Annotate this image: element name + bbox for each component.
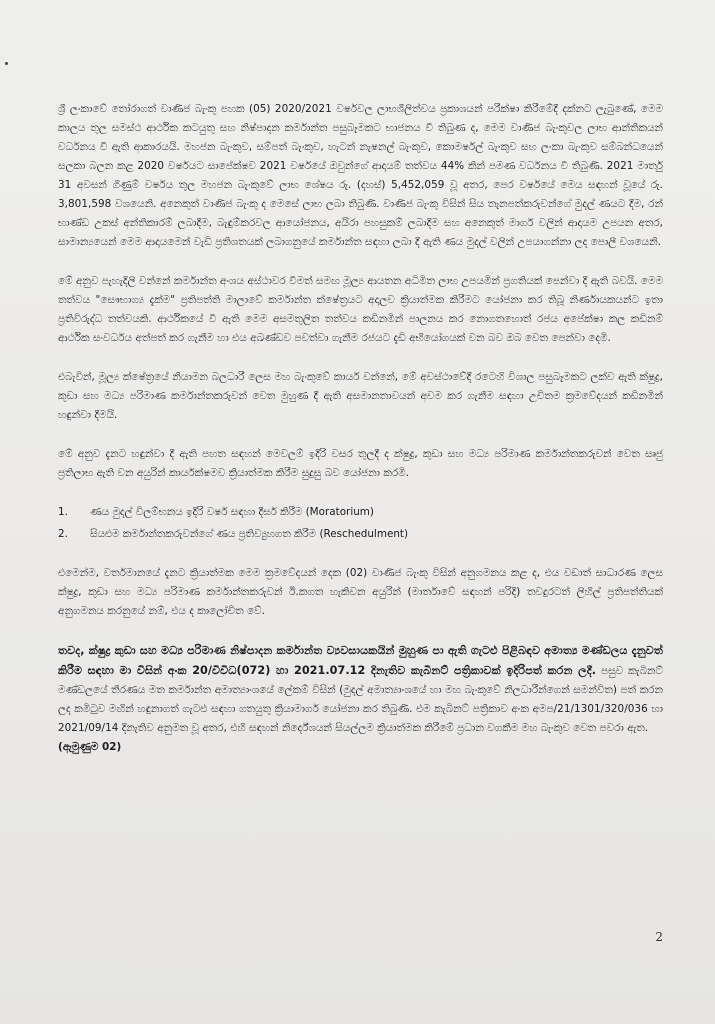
cabinet-paper-lead: තවද, ක්ෂුද්‍ර කුඩා සහ මධ්‍ය පරිමාණ නිෂ්පාදන කර්මාන්ත ව්‍යවසායකයින් මුහුණ පා ඇති ගැටළු පිළිබඳව අමාත්‍ය මණ්ඩලය දැනුවත් කිරීම සඳහා මා විසින් අංක 20/විවිධ(072) හා 2021.07.12 දිනැතිව කැබිනට් පත්‍රිකාවක් ඉදිරිපත් කරන ලදී. <box>58 644 663 677</box>
list-item-text: ණය මුදල් විලම්භනය ඉදිරි වර්ෂ සඳහා දීර්ඝ කිරීම (Moratorium) <box>90 506 374 518</box>
paragraph-proposal: මේ අනුව දැනට හඳුන්වා දී ඇති පහත සඳහන් මෙවලම් ඉදිරි වසර තුලදී ද ක්ෂුද්‍ර, කුඩා සහ මධ්‍ය පරිමාණ කර්මාන්තකරුවන් වෙත සෘජු ප්‍රතිලාභ ඇති වන අයුරින් කාර්යක්ෂමව ක්‍රියාත්මක කිරීම සුදුසු බව යෝජනා කරමි. <box>58 448 663 479</box>
paragraph-current-methods: එමෙන්ම, වර්තමානයේ දැනට ක්‍රියාත්මක මෙම ක්‍රමවේදයන් දෙක (02) වාණිජ බැංකු විසින් අනුගමනය කළ ද, එය වඩාත් සාධාරණ ලෙස ක්ෂුද්‍ර, කුඩා සහ මධ්‍ය පරිමාණ කර්මාන්තකරුවන් ඊ.කගත හැකිවන අයුරින් (මාර්තාවේ සඳහන් පරිදි) තවදුරටත් ලිහිල් ප්‍රතිපත්තියක් අනුගමනය කරනුයේ නම්, එය ද කාලෝචිත වේ. <box>58 567 663 617</box>
paragraph-central-bank-role: එබැවින්, මූල්‍ය ක්ෂේත්‍රයේ නියාමන බලධාරී ලෙස මහ බැංකුවේ කාර්ය වන්නේ, මේ අවස්ථාවේදී රටෙහි විශාල පසුබෑමකට ලක්ව ඇති ක්ෂුද්‍ර, කුඩා සහ මධ්‍ය පරිමාණ කර්මාන්තකරුවන් වෙත මුහුණ දී ඇති අසමානතාවයන් අවම කර ගැනීම සඳහා උචිතම ක්‍රමවේදයන් කඩිනමින් හඳුන්වා දීමයි. <box>58 371 663 421</box>
measures-list <box>58 503 663 544</box>
list-item <box>58 503 663 522</box>
page-number: 2 <box>655 930 663 944</box>
cabinet-paper-detail: පසුව කැබිනට් මණ්ඩලයේ තීරණය මත කර්මාන්ත අමාත්‍යාංශයේ ලේකම් විසින් (මුදල් අමාත්‍යාංශයේ හා මහ බැංකුවේ නිලධාරීන්ගෙන් සමන්විත) පත් කරන ලද කමිටුව මඟින් හඳුනාගත් ගැටළු සඳහා ගතයුතු ක්‍රියාමාර්ග යෝජනා කර තිබුණි. එම කැබිනට් පත්‍රිකාව අංක අමප/21/1301/320/036 හා 2021/09/14 දිනැතිව අනුමත වූ අතර, එහි සඳහන් නිර්දේශයන් සියල්ලම ක්‍රියාත්මක කිරීමේ ප්‍රධාන වගකීම මහ බැංකුව වෙත පවරා ඇත. <box>58 665 663 734</box>
margin-mark <box>5 62 8 65</box>
list-item-number: 1. <box>58 506 68 518</box>
annex-reference: (ඇමුණුම 02) <box>58 741 122 753</box>
list-item-text: සියළුම කර්මාන්තකරුවන්ගේ ණය ප්‍රතිව්‍යුහගත කිරීම (Reschedulment) <box>90 528 409 540</box>
paragraph-bank-profits: ශ්‍රී ලංකාවේ තෝරාගත් වාණිජ බැංකු පහක (05) 2020/2021 වර්ෂවල ලාභශීලිත්වය ප්‍රකාශයන් පරීක්ෂා කිරීමේදී දක්නට ලැබුණේ, මෙම කාලය තුල සමස්ථ ආර්ථික කටයුතු සහ නිෂ්පාදන කර්මාන්ත පසුබෑමකට භාජනය වී තිබුණ ද, මෙම වාණිජ බැංකුවල ලාභ ආන්තිකයන් වර්ධනය වී ඇති ආකාරයයි. මහජන බැංකුව, සම්පත් බැංකුව, හැටන් නැෂනල් බැංකුව, කොමර්ෂල් බැංකුව සහ ලංකා බැංකුව සම්බන්ධයෙන් සලකා බලන කළ 2020 වර්ෂයට සාපේක්ෂව 2021 වර්ෂයේ ඔවුන්ගේ ආදායම් තත්වය 44% කින් පමණ වර්ධනය වී තිබුණි. 2021 මාර්තු 31 අවසන් ගිණුම් වර්ෂය තුල මහජන බැංකුවේ ලාභ ශේෂය රු. (දහස්) 5,452,059 වූ අතර, පෙර වර්ෂයේ මෙය සඳහන් වූයේ රු. 3,801,598 වශයෙනි. අනෙකුත් වාණිජ බැංකු ද මෙසේ ලාභ ලබා තිබුණි. වාණිජ බැංකු විසින් සිය තැනපත්කරුවන්ගේ මුදල් ණයට දීම, රන් භාණ්ඩ උකස් අන්තිකාරම් ලබාදීම, බැඳුම්කරවල ආයෝජනය, අයිරා පහසුකම් ලබාදීම සහ අනෙකුත් මාර්ග වලින් ආදායම උපයන අතර, සාමාන්‍යයෙන් මෙම ආදායමෙන් වැඩි ප්‍රතිශතයක් ලබාගනුයේ කර්මාන්ත සඳහා ලබා දී ඇති ණය මුදල් වලින් උපයාගන්නා ලද පොලී වශයෙනි. <box>58 103 663 248</box>
paragraph-imbalance: මේ අනුව පැහැදිලි වන්නේ කර්මාන්ත අංශය අස්ථාවර වීමත් සමඟ මූල්‍ය ආයතන අධිමිත ලාභ උපයමින් ප්‍රගතියක් පෙන්වා දී ඇති බවයි. මෙම තත්වය "සෞභාග්‍ය දැක්ම" ප්‍රතිපත්ති මාලාවේ කර්මාන්ත ක්ෂේත්‍රයට අදාලව ක්‍රියාත්මක කිරීමට යෝජනා කර තිබූ නිර්ණායකයන්ට ඉතා ප්‍රතිවිරුද්ධ තත්වයකි. ආර්ථිකයේ වී ඇති මෙම අසමතුලිත තත්වය කඩිනමින් පාලනය කර නොගතහොත් රජය අපේක්ෂා කල කඩිනම් ආර්ථික සංවර්ධය අත්පත් කර ගැනීම හා එය අඛණ්ඩව පවත්වා ගැනීම රජයට දැඩි අභියෝගයක් වන බව ඔබ වෙත පෙන්වා දෙමි. <box>58 275 663 344</box>
list-item <box>58 525 663 544</box>
list-item-number: 2. <box>58 528 68 540</box>
paragraph-cabinet-paper <box>58 641 663 738</box>
